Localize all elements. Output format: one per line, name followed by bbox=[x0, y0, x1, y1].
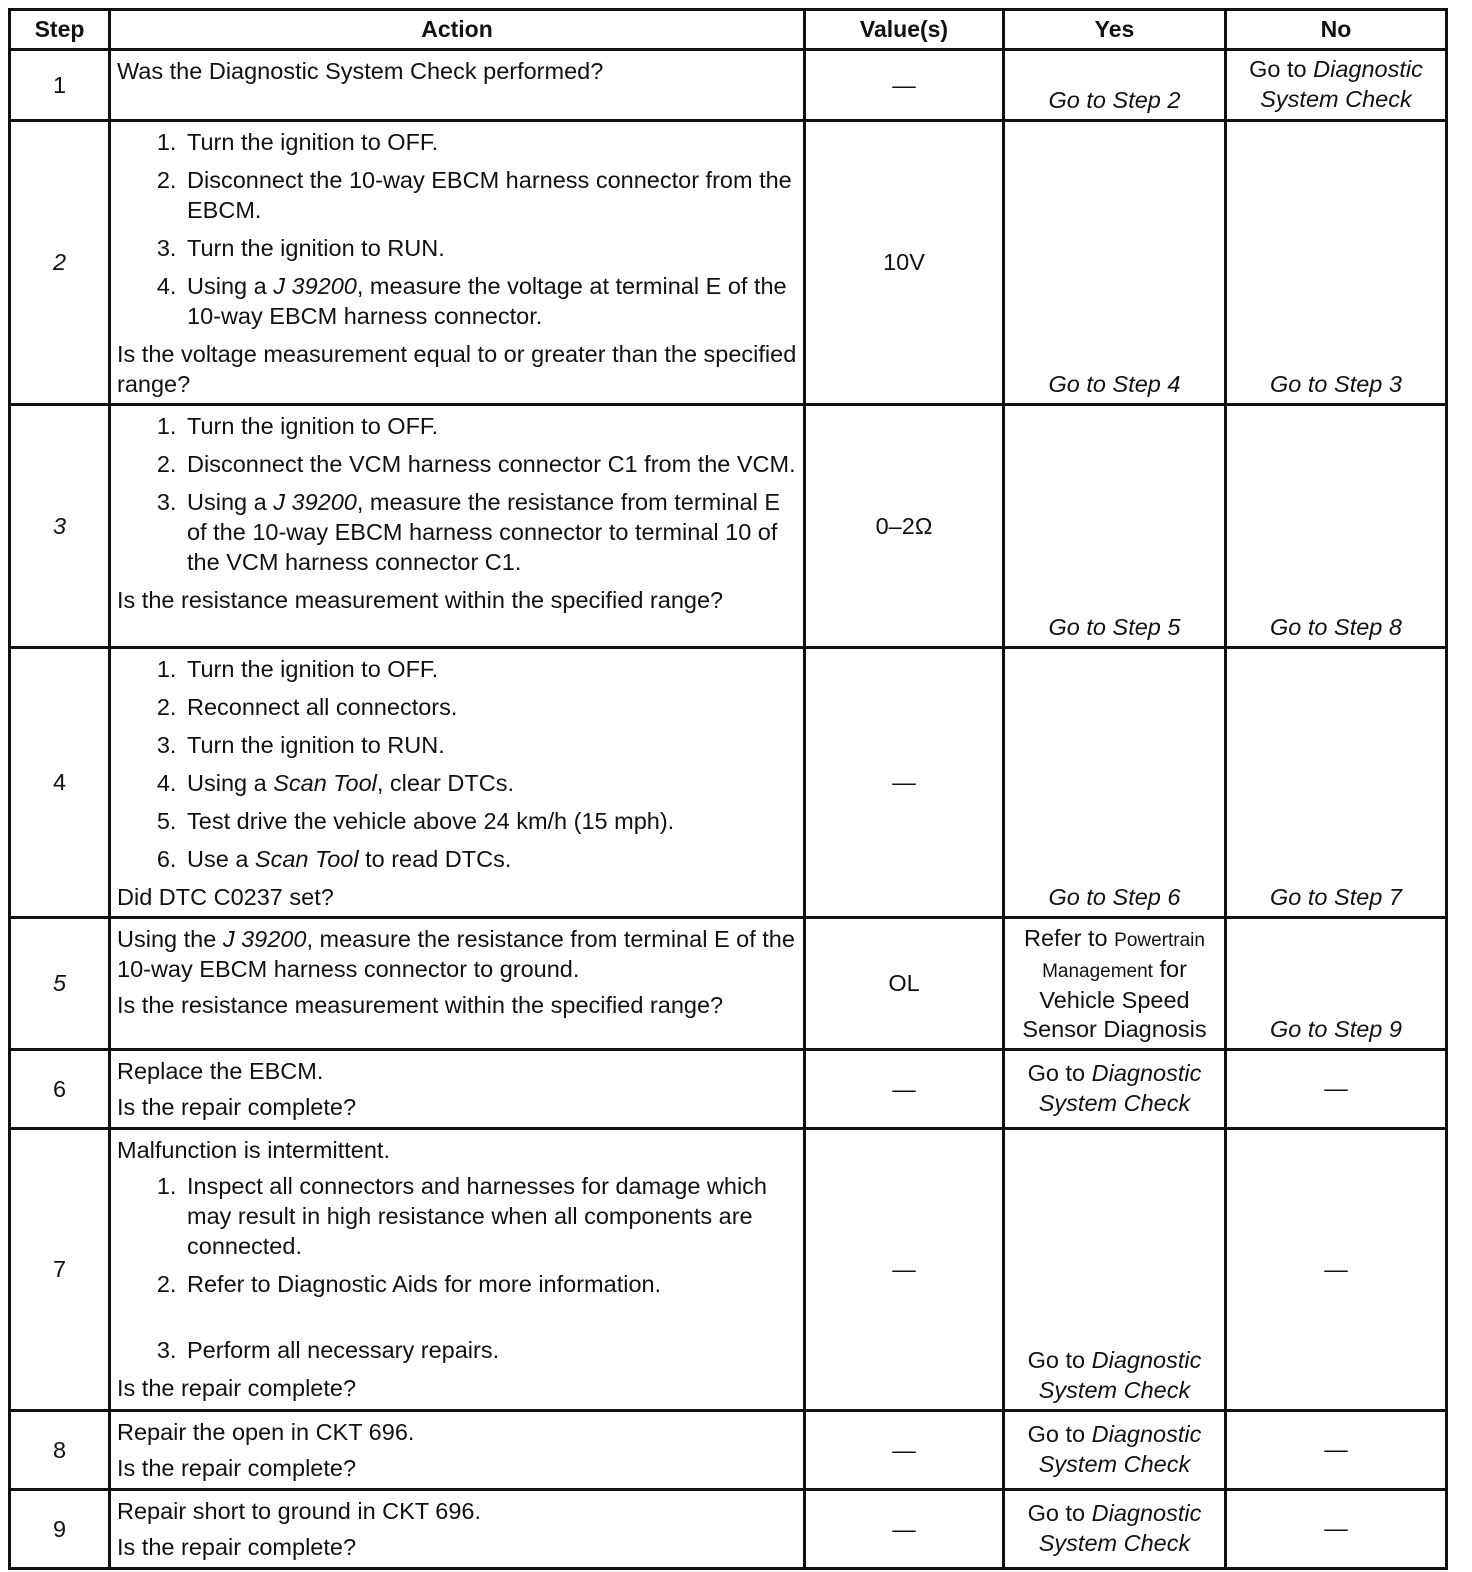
action-cell bbox=[110, 1490, 805, 1569]
action-question: Is the repair complete? bbox=[117, 1455, 357, 1481]
action-cell bbox=[110, 1050, 805, 1129]
action-question: Is the resistance measurement within the specified range? bbox=[117, 992, 724, 1018]
no-cell: — bbox=[1226, 1411, 1447, 1490]
action-steps bbox=[117, 127, 797, 331]
value-cell: 0–2Ω bbox=[805, 405, 1004, 648]
step-number: 7 bbox=[10, 1129, 110, 1411]
yes-cell bbox=[1004, 1129, 1226, 1411]
yes-cell bbox=[1004, 918, 1226, 1050]
action-item: 3. Perform all necessary repairs. bbox=[183, 1335, 797, 1365]
step-number: 4 bbox=[10, 648, 110, 918]
table-row bbox=[10, 50, 1447, 121]
action-cell bbox=[110, 50, 805, 121]
action-text: Repair the open in CKT 696. bbox=[117, 1419, 415, 1445]
step-number: 6 bbox=[10, 1050, 110, 1129]
table-row bbox=[10, 1490, 1447, 1569]
action-item: 1. Inspect all connectors and harnesses for damage which may result in high resistance when all components are connected. bbox=[183, 1171, 797, 1261]
yes-refer: Refer to bbox=[1024, 925, 1108, 951]
action-question: Is the resistance measurement within the specified range? bbox=[117, 587, 724, 613]
yes-link: Diagnostic System Check bbox=[1038, 1421, 1202, 1477]
no-cell: Go to Step 9 bbox=[1226, 918, 1447, 1050]
value-cell: — bbox=[805, 1050, 1004, 1129]
action-steps bbox=[117, 654, 797, 874]
table-row bbox=[10, 1129, 1447, 1411]
no-cell: Go to Step 3 bbox=[1226, 121, 1447, 405]
yes-prefix: Go to bbox=[1027, 1060, 1086, 1086]
tool-name: J 39200 bbox=[222, 926, 307, 952]
yes-prefix: Go to bbox=[1027, 1347, 1086, 1373]
step-number: 5 bbox=[10, 918, 110, 1050]
action-item: 2. Reconnect all connectors. bbox=[183, 692, 797, 722]
step-number: 3 bbox=[10, 405, 110, 648]
tool-name: Scan Tool bbox=[273, 770, 377, 796]
action-item: 1. Turn the ignition to OFF. bbox=[183, 411, 797, 441]
yes-prefix: Go to bbox=[1027, 1500, 1086, 1526]
step-number: 2 bbox=[10, 121, 110, 405]
no-prefix: Go to bbox=[1249, 56, 1307, 82]
action-question: Did DTC C0237 set? bbox=[117, 884, 334, 910]
step-number: 8 bbox=[10, 1411, 110, 1490]
header-step: Step bbox=[10, 10, 110, 50]
yes-link: Diagnostic System Check bbox=[1038, 1500, 1202, 1556]
table-row bbox=[10, 1050, 1447, 1129]
action-intro: Malfunction is intermittent. bbox=[117, 1137, 390, 1163]
action-item: 2. Disconnect the 10-way EBCM harness connector from the EBCM. bbox=[183, 165, 797, 225]
action-item: 4. Using a Scan Tool, clear DTCs. bbox=[183, 768, 797, 798]
action-cell bbox=[110, 648, 805, 918]
diagnostic-table bbox=[8, 8, 1448, 1570]
no-cell: Go to Step 7 bbox=[1226, 648, 1447, 918]
action-cell bbox=[110, 1129, 805, 1411]
action-item: 3. Turn the ignition to RUN. bbox=[183, 233, 797, 263]
action-cell bbox=[110, 405, 805, 648]
action-cell bbox=[110, 918, 805, 1050]
yes-cell: Go to Step 2 bbox=[1004, 50, 1226, 121]
value-cell: — bbox=[805, 50, 1004, 121]
action-question: Is the repair complete? bbox=[117, 1375, 357, 1401]
no-cell: — bbox=[1226, 1490, 1447, 1569]
tool-name: J 39200 bbox=[273, 489, 357, 515]
no-cell bbox=[1226, 50, 1447, 121]
action-cell bbox=[110, 121, 805, 405]
value-cell: — bbox=[805, 1490, 1004, 1569]
action-item: 2. Disconnect the VCM harness connector C1 from the VCM. bbox=[183, 449, 797, 479]
yes-cell bbox=[1004, 1411, 1226, 1490]
no-link: Diagnostic System Check bbox=[1260, 56, 1423, 112]
no-cell: — bbox=[1226, 1129, 1447, 1411]
yes-cell: Go to Step 5 bbox=[1004, 405, 1226, 648]
value-cell: — bbox=[805, 1411, 1004, 1490]
yes-prefix: Go to bbox=[1027, 1421, 1086, 1447]
action-cell bbox=[110, 1411, 805, 1490]
action-text: Was the Diagnostic System Check performed? bbox=[117, 58, 604, 84]
step-number: 1 bbox=[10, 50, 110, 121]
yes-cell: Go to Step 4 bbox=[1004, 121, 1226, 405]
yes-cell: Go to Step 6 bbox=[1004, 648, 1226, 918]
action-text: Replace the EBCM. bbox=[117, 1058, 324, 1084]
table-row bbox=[10, 648, 1447, 918]
table-row bbox=[10, 121, 1447, 405]
no-cell: — bbox=[1226, 1050, 1447, 1129]
action-item: 4. Using a J 39200, measure the voltage at terminal E of the 10-way EBCM harness connector. bbox=[183, 271, 797, 331]
header-action: Action bbox=[110, 10, 805, 50]
yes-reference-doc: Powertrain Management bbox=[1042, 930, 1205, 982]
action-item: 2. Refer to Diagnostic Aids for more information. bbox=[183, 1269, 797, 1299]
action-steps bbox=[117, 411, 797, 577]
header-row bbox=[10, 10, 1447, 50]
table-row bbox=[10, 405, 1447, 648]
header-yes: Yes bbox=[1004, 10, 1226, 50]
action-item: 6. Use a Scan Tool to read DTCs. bbox=[183, 844, 797, 874]
header-values: Value(s) bbox=[805, 10, 1004, 50]
value-cell: OL bbox=[805, 918, 1004, 1050]
yes-link: Diagnostic System Check bbox=[1038, 1347, 1202, 1403]
action-item: 3. Using a J 39200, measure the resistance from terminal E of the 10-way EBCM harness connector to terminal 10 of the VCM harness connector C1. bbox=[183, 487, 797, 577]
action-item: 1. Turn the ignition to OFF. bbox=[183, 654, 797, 684]
yes-cell bbox=[1004, 1490, 1226, 1569]
action-question: Is the repair complete? bbox=[117, 1094, 357, 1120]
tool-name: Scan Tool bbox=[254, 846, 359, 872]
action-text: Using the J 39200, measure the resistance from terminal E of the 10-way EBCM harness connector to ground. bbox=[117, 926, 795, 982]
header-no: No bbox=[1226, 10, 1447, 50]
value-cell: — bbox=[805, 648, 1004, 918]
value-cell: — bbox=[805, 1129, 1004, 1411]
action-text: Repair short to ground in CKT 696. bbox=[117, 1498, 482, 1524]
value-cell: 10V bbox=[805, 121, 1004, 405]
no-cell: Go to Step 8 bbox=[1226, 405, 1447, 648]
table-row bbox=[10, 918, 1447, 1050]
yes-link: Diagnostic System Check bbox=[1038, 1060, 1202, 1116]
action-item: 1. Turn the ignition to OFF. bbox=[183, 127, 797, 157]
step-number: 9 bbox=[10, 1490, 110, 1569]
table-row bbox=[10, 1411, 1447, 1490]
action-question: Is the voltage measurement equal to or greater than the specified range? bbox=[117, 341, 797, 397]
yes-reference-rest: for Vehicle Speed Sensor Diagnosis bbox=[1022, 956, 1207, 1042]
yes-cell bbox=[1004, 1050, 1226, 1129]
action-question: Is the repair complete? bbox=[117, 1534, 357, 1560]
action-item: 3. Turn the ignition to RUN. bbox=[183, 730, 797, 760]
action-steps bbox=[117, 1171, 797, 1365]
tool-name: J 39200 bbox=[273, 273, 357, 299]
action-item: 5. Test drive the vehicle above 24 km/h (15 mph). bbox=[183, 806, 797, 836]
